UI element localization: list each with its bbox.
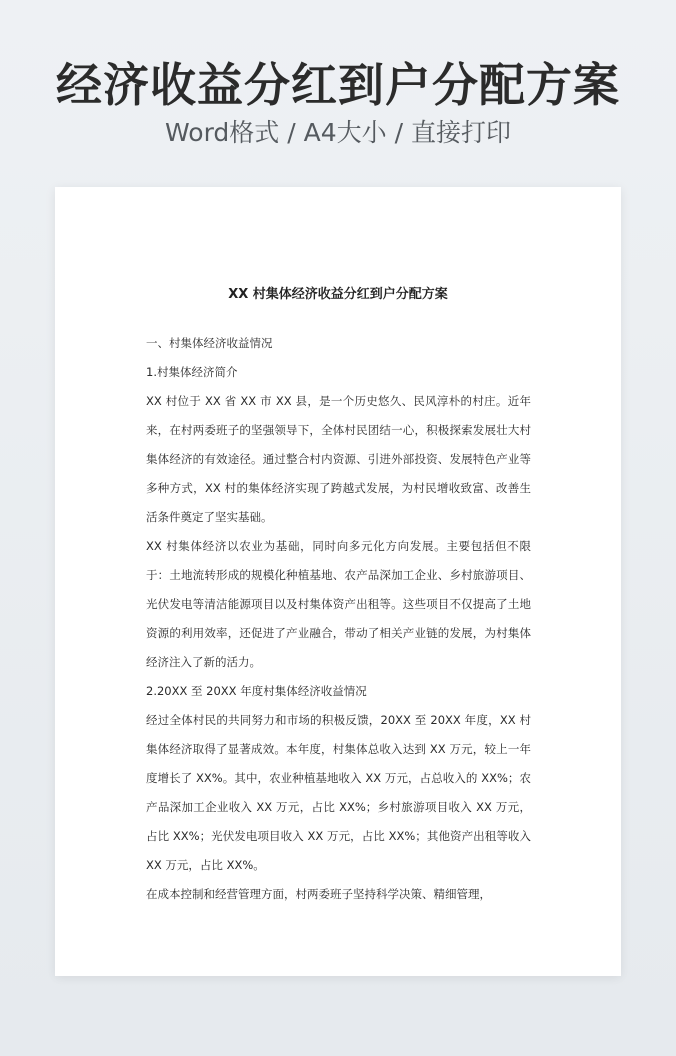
document-body xyxy=(146,329,531,909)
page-title: 经济收益分红到户分配方案 xyxy=(56,58,620,112)
body-paragraph: 在成本控制和经营管理方面，村两委班子坚持科学决策、精细管理， xyxy=(146,887,491,901)
body-paragraph: XX 村位于 XX 省 XX 市 XX 县，是一个历史悠久、民风淳朴的村庄。近年来，在村两委班子的坚强领导下，全体村民团结一心，积极探索发展壮大村集体经济的有效途径。通过整合村内资源、引进外部投资、发展特色产业等多种方式，XX 村的集体经济实现了跨越式发展，为村民增收致富、改善生活条件奠定了坚实基础。 xyxy=(146,394,531,524)
document-page xyxy=(55,187,621,976)
page-subtitle: Word格式 / A4大小 / 直接打印 xyxy=(165,118,511,147)
body-paragraph: 经过全体村民的共同努力和市场的积极反馈，20XX 至 20XX 年度，XX 村集体经济取得了显著成效。本年度，村集体总收入达到 XX 万元，较上一年度增长了 XX%。其中，农业种植基地收入 XX 万元，占总收入的 XX%；农产品深加工企业收入 XX 万元，占比 XX%；乡村旅游项目收入 XX 万元，占比 XX%；光伏发电项目收入 XX 万元，占比 XX%；其他资产出租等收入 XX 万元，占比 XX%。 xyxy=(146,713,531,872)
section-heading: 一、村集体经济收益情况 xyxy=(146,336,273,350)
subsection-heading: 2.20XX 至 20XX 年度村集体经济收益情况 xyxy=(146,684,367,698)
body-paragraph: XX 村集体经济以农业为基础，同时向多元化方向发展。主要包括但不限于：土地流转形成的规模化种植基地、农产品深加工企业、乡村旅游项目、光伏发电等清洁能源项目以及村集体资产出租等。这些项目不仅提高了土地资源的利用效率，还促进了产业融合，带动了相关产业链的发展，为村集体经济注入了新的活力。 xyxy=(146,539,531,669)
subsection-heading: 1.村集体经济简介 xyxy=(146,365,238,379)
document-title: XX 村集体经济收益分红到户分配方案 xyxy=(228,287,448,302)
